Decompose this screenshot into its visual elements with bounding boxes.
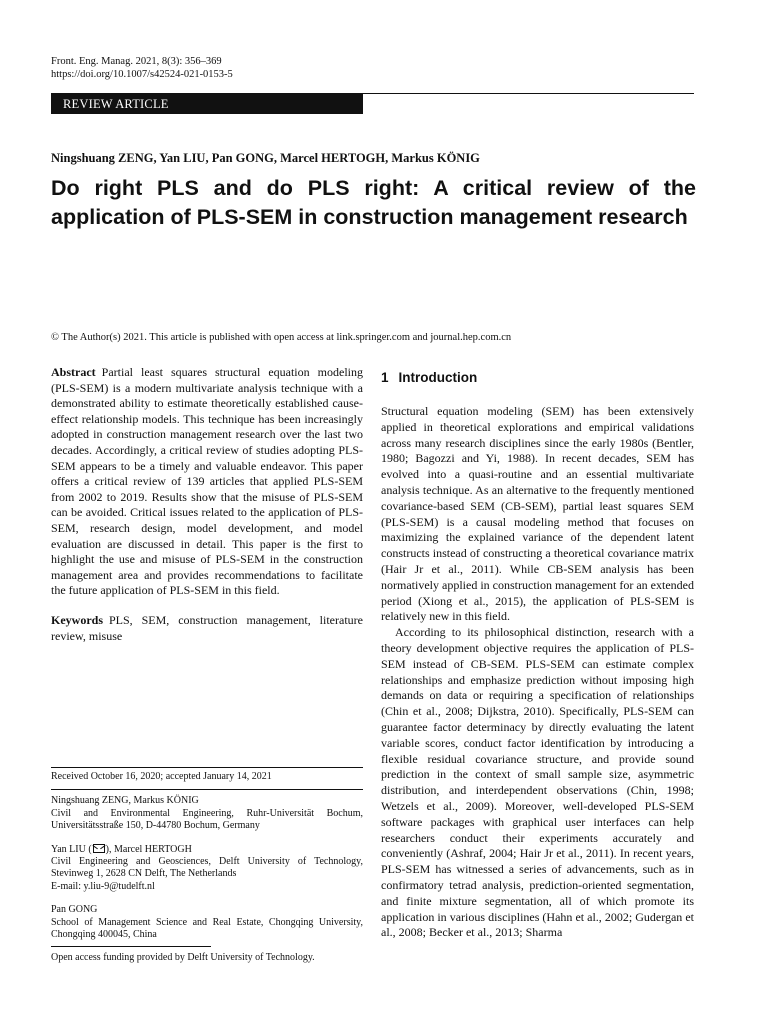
affiliation-2-names: Yan LIU ( ), Marcel HERTOGH [51, 843, 192, 855]
affiliation-1: Civil and Environmental Engineering, Ruhr-Universität Bochum, Universitätsstraße 150, D-44780 Bochum, Germany [51, 807, 363, 832]
corresponding-email[interactable]: E-mail: y.liu-9@tudelft.nl [51, 880, 155, 892]
keywords-label: Keywords [51, 612, 103, 627]
abstract-text: Partial least squares structural equation modeling (PLS-SEM) is a modern multivariate analysis technique with a demonstrated ability to estimate theoretically established cause-effect relationship models. This technique has been increasingly adopted in construction management research over the last two decades. Accordingly, a critical review of studies adopting PLS-SEM appears to be a timely and valuable endeavor. This paper offers a critical review of 139 articles that applied PLS-SEM from 2002 to 2019. Results show that the misuse of PLS-SEM can be avoided. Critical issues related to the application of PLS-SEM, research design, model development, and model evaluation are discussed in detail. This paper is the first to highlight the use and misuse of PLS-SEM in the construction management area and provides recommendations to facilitate the future application of PLS-SEM in this field. [51, 365, 363, 598]
article-type-banner: REVIEW ARTICLE [51, 94, 363, 114]
affiliation-1-names: Ningshuang ZENG, Markus KÖNIG [51, 795, 199, 807]
journal-reference: Front. Eng. Manag. 2021, 8(3): 356–369 [51, 56, 222, 67]
footnotes [51, 771, 363, 965]
author-list: Ningshuang ZENG, Yan LIU, Pan GONG, Marcel HERTOGH, Markus KÖNIG [51, 151, 480, 165]
intro-paragraph-1: Structural equation modeling (SEM) has been extensively applied in theoretical explorations and empirical validations across many research disciplines since the early 1980s (Bentler, 1980; Bagozzi and Yi, 1988). In recent decades, SEM has evolved into a quasi-routine and an essential multivariate analysis technique. As an alternative to the frequently mentioned covariance-based SEM (CB-SEM), partial least squares SEM (PLS-SEM) is a causal modeling method that focuses on maximizing the explained variance of the dependent latent constructs instead of constructing a theoretical covariance matrix (Hair Jr et al., 2011). While CB-SEM analysis has been normatively applied in construction management for an extended period (Xiong et al., 2015), the application of PLS-SEM is relatively new in this field. [381, 404, 694, 624]
funding-divider [51, 941, 211, 947]
affiliation-3: School of Management Science and Real Estate, Chongqing University, Chongqing 400045, China [51, 916, 363, 941]
section-heading-introduction [381, 368, 694, 388]
copyright-notice: © The Author(s) 2021. This article is published with open access at link.springer.com and journal.hep.com.cn [51, 332, 512, 343]
keywords-text: PLS, SEM, construction management, literature review, misuse [51, 612, 363, 643]
section-number: 1 [381, 370, 389, 385]
envelope-icon [93, 844, 105, 853]
journal-citation [51, 55, 233, 81]
article-title: Do right PLS and do PLS right: A critical review of the application of PLS-SEM in construction management research [51, 176, 696, 229]
abstract-label: Abstract [51, 365, 96, 379]
footnote-rule [51, 767, 363, 768]
footnote-divider [51, 783, 363, 790]
received-dates: Received October 16, 2020; accepted January 14, 2021 [51, 771, 272, 782]
keywords [51, 613, 363, 644]
affiliation-2: Civil Engineering and Geosciences, Delft University of Technology, Stevinweg 1, 2628 CN Delft, The Netherlands [51, 856, 363, 880]
section-title: Introduction [398, 370, 478, 385]
left-column [51, 365, 363, 644]
affiliation-3-names: Pan GONG [51, 904, 98, 916]
intro-paragraph-2: According to its philosophical distinction, research with a theory development objective requires the application of PLS-SEM instead of CB-SEM. PLS-SEM can estimate complex relationships and emphasize prediction without imposing high demands on data or requiring a specification of relationships (Chin et al., 2008; Dijkstra, 2010). Specifically, PLS-SEM can guarantee factor determinacy by directly evaluating the latent variable scores, conduct factor identification by introducing a flexible residual covariance structure, and provide sound prediction in the context of small sample size, asymmetric distribution, and interdependent observations (Chin, 1998; Wetzels et al., 2009). Moreover, well-developed PLS-SEM software packages with graphical user interfaces can help researchers conduct their experiments accurately and conveniently (Ashraf, 2004; Hair Jr et al., 2011). In recent years, PLS-SEM has witnessed a series of advancements, such as in confirmatory tetrad analysis, prediction-oriented segmentation, and finite mixture segmentation, all of which promote its application in various disciplines (Hahn et al., 2002; Gudergan et al., 2008; Becker et al., 2013; Sharma [381, 625, 694, 940]
funding-note: Open access funding provided by Delft University of Technology. [51, 952, 315, 964]
abstract [51, 365, 363, 599]
right-column [381, 368, 694, 941]
doi-link[interactable]: https://doi.org/10.1007/s42524-021-0153-5 [51, 69, 233, 80]
